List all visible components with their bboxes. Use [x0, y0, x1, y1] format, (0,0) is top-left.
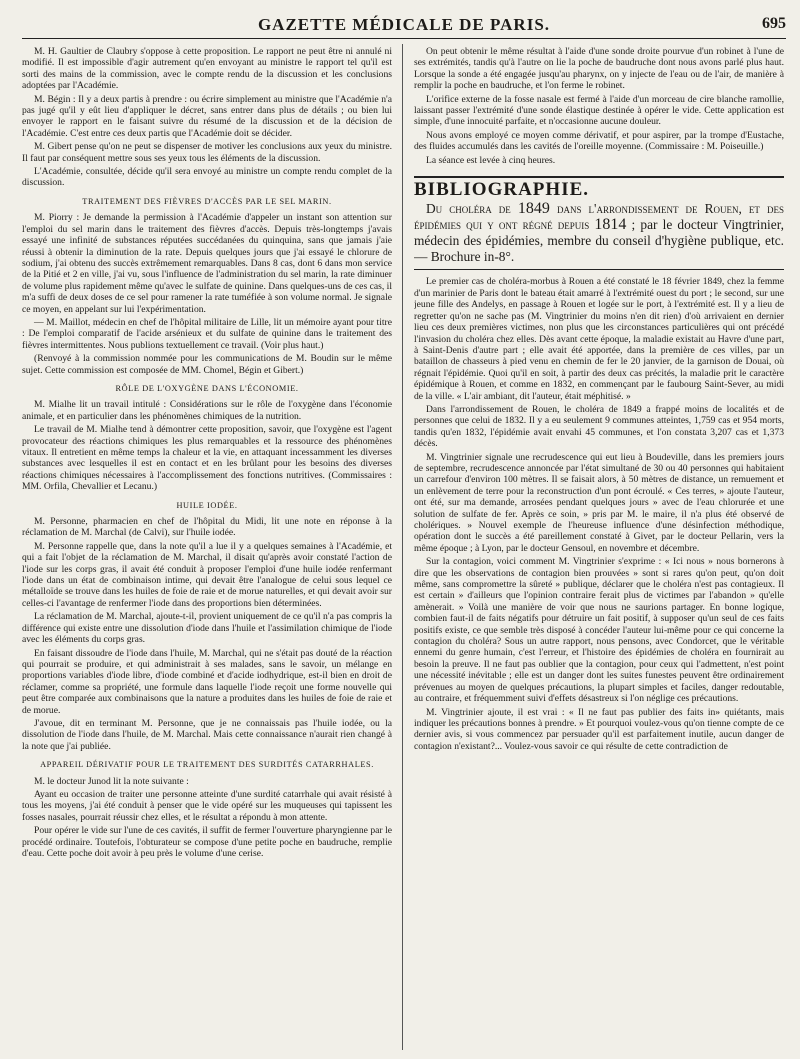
- book-title: [414, 201, 784, 265]
- book-year: 1849: [517, 200, 550, 218]
- journal-title: GAZETTE MÉDICALE DE PARIS.: [257, 15, 551, 34]
- paragraph: M. Personne rappelle que, dans la note qu'il a lue il y a quelques semaines à l'Académie, et qui a fait l'objet de la réclamation de M. Marchal, il disait qu'après avoir constaté l'action de l'iode sur les corps gras, il avait été conduit à proposer l'emploi d'une huile iodée renfermant l'iode dans un état de combinaison intime, qui devait être l'analogue de celui sous lequel ce métalloïde se trouve dans les huiles de foie de raie et de morue naturelles, et qui devait avoir sur celles-ci l'avantage de renfermer l'iode dans des proportions bien déterminées.: [22, 540, 392, 609]
- paragraph: Sur la contagion, voici comment M. Vingtrinier s'exprime : « Ici nous » nous bornerons à dire que les observations de contagion bien prouvées » sont si rares qu'on peut, qu'on doit même, sans compromettre la sûreté » publique, déclarer que le choléra n'est pas contagieux. Il est certain » d'ailleurs que l'opinion contraire ferait plus de victimes par l'abandon » qu'elle amènerait. » Voilà une manière de voir que nous ne saurions partager. En bonne logique, combien faut-il de faits négatifs pour détruire un fait positif, à supposer qu'un seul de ces faits positifs existe, ce que semble très disposé à concéder l'auteur lui-même pour ce qui concerne la contagion du choléra? Sous un autre rapport, nous pensons, avec Condorcet, que le véritable ennemi du genre humain, c'est l'erreur, et l'histoire des épidémies de choléra en fournirait au besoin la preuve. Il ne faut pas oublier que la contagion, pour ceux qui l'admettent, n'est point une nécessité inévitable ; elle est un danger dont les suites funestes peuvent être ordinairement prévenues au moyen de quelques précautions, la plupart simples et faciles, danger redoutable, au contraire, et fréquemment suivi d'effets désastreux si l'on néglige ces précautions.: [414, 556, 784, 705]
- paragraph: M. Personne, pharmacien en chef de l'hôpital du Midi, lit une note en réponse à la réclamation de M. Marchal (de Calvi), sur l'huile iodée.: [22, 516, 392, 539]
- paragraph: La réclamation de M. Marchal, ajoute-t-il, provient uniquement de ce qu'il n'a pas compris la différence qui existe entre une dissolution d'iode dans l'huile et l'assimilation chimique de l'iode avec les éléments du corps gras.: [22, 611, 392, 646]
- paragraph: Ayant eu occasion de traiter une personne atteinte d'une surdité catarrhale qui avait résisté à tous les moyens, j'ai été conduit à penser que le vide opéré sur les muqueuses qui tapissent les fosses nasales, pourrait réussir chez elles, et le résultat a répondu à mon attente.: [22, 788, 392, 823]
- paragraph: La séance est levée à cinq heures.: [426, 154, 556, 166]
- paragraph: — M. Maillot, médecin en chef de l'hôpital militaire de Lille, lit un mémoire ayant pour titre : De l'emploi comparatif de l'acide arsénieux et du sulfate de quinine dans le traitement des fièvres intermittentes. Nous publions textuellement ce travail. (Voir plus haut.): [22, 316, 392, 351]
- paragraph: Le premier cas de choléra-morbus à Rouen a été constaté le 18 février 1849, chez la femme d'un marinier de Paris dont le bateau était amarré à l'extrémité ouest du port ; le second, sur une jeune fille des Andelys, en passage à Rouen et logée sur le port, à l'extrémité est. Il y a lieu de regretter qu'on ne sache pas (M. Vingtrinier du moins n'en dit rien) d'où arrivaient en dernier lieu ces deux premières victimes, non plus que les circonstances particulières qui ont précédé l'invasion du choléra chez elles. Dès avant cette époque, la maladie existait au Havre d'une part, à Saint-Denis d'autre part ; elle avait été apportée, dans la première de ces villes, par un bataillon de chasseurs à pied venu en chemin de fer le 20 janvier, de la garnison de Douai, où régnait l'épidémie. Quoi qu'il en soit, à partir des deux cas précités, la maladie prit le caractère épidémique à Rouen, et comme en 1832, en commençant par le faubourg Saint-Sever, au midi de la ville. « L'air ambiant, dit l'auteur, était méphitisé. »: [414, 276, 784, 402]
- paragraph: M. Gibert pense qu'on ne peut se dispenser de motiver les conclusions aux yeux du ministre. Il faut par conséquent mettre sous ses yeux tous les éléments de la discussion.: [22, 141, 392, 164]
- section-heading: APPAREIL DÉRIVATIF POUR LE TRAITEMENT DES SURDITÉS CATARRHALES.: [40, 760, 374, 770]
- paragraph: Nous avons employé ce moyen comme dérivatif, et pour aspirer, par la trompe d'Eustache, des fluides accumulés dans les cavités de l'oreille moyenne. (Commissaire : M. Poiseuille.): [414, 129, 784, 153]
- page-header: [22, 12, 786, 39]
- paragraph: (Renvoyé à la commission nommée pour les communications de M. Boudin sur le même sujet. Cette commission est composée de MM. Chomel, Bégin et Gibert.): [22, 353, 392, 376]
- paragraph: Pour opérer le vide sur l'une de ces cavités, il suffit de fermer l'ouverture pharyngienne par le procédé ordinaire. Toutefois, l'obturateur se compose d'une petite poche en baudruche, remplie d'eau. Cette poche doit avoir à peu près le volume d'une cerise.: [22, 825, 392, 859]
- book-year: 1814: [594, 216, 627, 234]
- paragraph: M. Vingtrinier signale une recrudescence qui eut lieu à Boudeville, dans les premiers jours de septembre, recrudescence annoncée par l'état simultané de 30 ou 40 personnes qui habitaient un carrefour d'environ 100 mètres. Il se faisait alors, à 50 mètres de distance, un remuement et un enlèvement de terre pour la reconstruction d'un pont écroulé. « Ces terres, » ajoute l'auteur, ont été, sur ma demande, arrosées pendant quelques jours » avec de l'eau chlorurée et une solution de sulfate de fer. Après ce soin, » pris par M. le maire, il n'a plus été observé de cholériques. » Nouvel exemple de l'heureuse influence d'une désinfection méthodique, opération dont le succès a été pareillement constaté à Givet, par le docteur Pellarin, vers la même époque ; à Lyon, par le docteur Gensoul, en novembre et décembre.: [414, 451, 784, 554]
- column-divider: [402, 44, 403, 1050]
- section-heading: TRAITEMENT DES FIÈVRES D'ACCÈS PAR LE SEL MARIN.: [82, 196, 332, 206]
- paragraph: M. Vingtrinier ajoute, il est vrai : « Il ne faut pas publier des faits in» quiétants, mais indiquer les précautions bonnes à prendre. » Et pourquoi voulez-vous qu'on tienne compte de ce dernier avis, si vous commencez par persuader qu'il est parfaitement inutile, aucun danger de contagion n'existant?... Voulez-vous savoir ce qui résulte de cette contradiction de: [414, 706, 784, 752]
- bibliography-heading: BIBLIOGRAPHIE.: [414, 179, 590, 201]
- paragraph: M. Mialhe lit un travail intitulé : Considérations sur le rôle de l'oxygène dans l'économie animale, et en particulier dans les phénomènes chimiques de la nutrition.: [22, 399, 392, 422]
- paragraph: M. Bégin : Il y a deux partis à prendre : ou écrire simplement au ministre que l'Académie n'a pas jugé qu'il y eût lieu d'appliquer le décret, sans entrer dans plus de détails ; ou bien lui envoyer le rapport en le faisant suivre du résumé de la discussion et de la décision de l'Académie. C'est entre ces deux partis que l'Académie doit se décider.: [22, 93, 392, 139]
- newspaper-page: [22, 12, 786, 1052]
- paragraph: On peut obtenir le même résultat à l'aide d'une sonde droite pourvue d'un robinet à l'une de ses extrémités, tandis qu'à l'autre on lie la poche de baudruche dont nous avons parlé plus haut. Lorsque la sonde a été engagée jusqu'au pharynx, on y injecte de l'eau ou de l'air, de manière à remplir la poche en baudruche, et l'on ferme le robinet.: [414, 46, 784, 92]
- bibliography-block: [414, 176, 784, 270]
- paragraph: L'Académie, consultée, décide qu'il sera envoyé au ministre un compte rendu complet de la discussion.: [22, 166, 392, 189]
- paragraph: J'avoue, dit en terminant M. Personne, que je ne connaissais pas l'huile iodée, ou la dissolution de l'iode dans l'huile, de M. Marchal. Mais cette connaissance n'aurait rien changé à la note que j'ai publiée.: [22, 717, 392, 752]
- left-column: [22, 46, 392, 1048]
- paragraph: M. Piorry : Je demande la permission à l'Académie d'appeler un instant son attention sur l'emploi du sel marin dans le traitement des fièvres d'accès. Depuis très-longtemps j'avais essayé une infinité de substances réputées succédanées du quinquina, sans que jamais j'aie réussi à obtenir la diminution de la rate. Depuis quelques jours que j'ai essayé le chlorure de sodium, j'ai obtenu des succès extrêmement remarquables. Dans 8 cas, dont 6 dans mon service de la Pitié et 2 en ville, j'ai vu, sous l'influence de l'administration du sel marin, la rate diminuer de volume plus rapidement même qu'avec le sulfate de quinine. Dans quelques-uns de ces cas, il m'a suffi de deux doses de ce sel pour ramener la rate tuméfiée à son volume normal. Je signale ce moyen, en appelant sur lui l'expérimentation.: [22, 212, 392, 315]
- page-number: 695: [762, 15, 786, 32]
- paragraph: Le travail de M. Mialhe tend à démontrer cette proposition, savoir, que l'oxygène est l'agent provocateur des réactions chimiques les plus remarquables et la ressource des phénomènes vitaux. Il entretient en même temps la chaleur et la vie, en attaquant incessamment les diverses substances avec lesquelles il est en contact et en les brûlant pour les besoins des diverses réactions chimiques nécessaires à l'accomplissement des fonctions nutritives. (Commissaires : MM. Orfila, Chevallier et Lecanu.): [22, 424, 392, 493]
- section-heading: RÔLE DE L'OXYGÈNE DANS L'ÉCONOMIE.: [115, 383, 299, 393]
- book-title-part: ; par le docteur Vingtrinier, médecin des épidémies, membre du conseil d'hygiène publique, etc. — Brochure in-8°.: [414, 217, 784, 265]
- right-column: [414, 46, 784, 1048]
- section-heading: HUILE IODÉE.: [176, 500, 238, 510]
- paragraph: M. H. Gaultier de Claubry s'oppose à cette proposition. Le rapport ne peut être ni annulé ni modifié. Il est impossible d'agir autrement qu'en envoyant au ministre le rapport tel qu'il est sorti des mains de la commission, avec le compte rendu de la discussion et les conclusions adoptées par l'Académie.: [22, 46, 392, 92]
- book-title-part: dans l'arrondissement de Rouen, et des épidémies qui y ont régné depuis: [414, 201, 784, 233]
- book-title-part: Du choléra de: [426, 201, 518, 217]
- paragraph: En faisant dissoudre de l'iode dans l'huile, M. Marchal, qui ne s'était pas douté de la réaction qui pourrait se produire, et qui administrait à ses malades, sans le savoir, un mélange en proportions variables d'iode libre, d'iode combiné et d'acide iodhydrique, est-il bien en droit de réclamer, comme sa propriété, une formule dans laquelle l'iode reçoit une forme nouvelle qui peut être comparée aux combinaisons que la nature a produites dans les huiles de foie de raie et de morue.: [22, 647, 392, 716]
- paragraph: Dans l'arrondissement de Rouen, le choléra de 1849 a frappé moins de localités et de personnes que celui de 1832. Il y a eu seulement 9 communes atteintes, 1,759 cas et 954 morts, tandis qu'en 1832, l'épidémie avait envahi 45 communes, et l'on constata 3,207 cas et 1,373 décès.: [414, 403, 784, 450]
- paragraph: M. le docteur Junod lit la note suivante :: [34, 775, 189, 787]
- paragraph: L'orifice externe de la fosse nasale est fermé à l'aide d'un morceau de cire blanche ramollie, laissant passer l'extrémité d'une sonde élastique destinée à opérer le vide. Cette application est simple, d'une innocuité parfaite, et n'occasionne aucune douleur.: [414, 93, 784, 128]
